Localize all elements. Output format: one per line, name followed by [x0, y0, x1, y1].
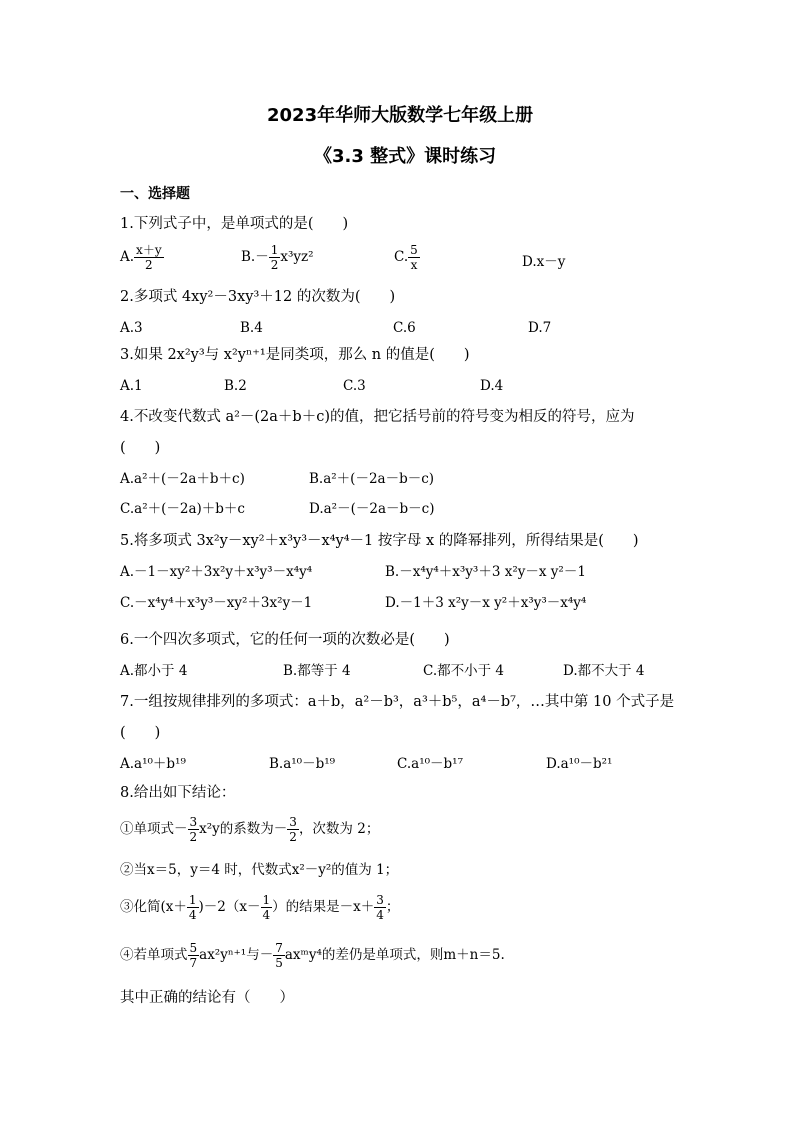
section-heading: 一、选择题	[120, 186, 190, 202]
q6-option-b: B.都等于 4	[283, 663, 351, 679]
q3-option-b: B.2	[224, 378, 247, 394]
q4-option-b: B.a²＋(－2a－b－c)	[309, 471, 435, 487]
question-1-stem: 1.下列式子中，是单项式的是( )	[120, 216, 349, 232]
question-6-stem: 6.一个四次多项式，它的任何一项的次数必是( )	[120, 632, 450, 648]
q6-option-d: D.都不大于 4	[563, 663, 645, 679]
q7-option-d: D.a¹⁰－b²¹	[546, 756, 613, 772]
q7-option-b: B.a¹⁰－b¹⁹	[269, 756, 336, 772]
q8-statement-2: ②当x＝5，y＝4 时，代数式x²－y²的值为 1；	[120, 862, 399, 878]
q2-option-d: D.7	[528, 320, 552, 336]
page-subtitle: 《3.3 整式》课时练习	[314, 146, 497, 167]
q7-answer-paren: ( )	[120, 725, 161, 741]
q1-option-a: A. $\frac{x+y}{2}$	[120, 243, 162, 272]
q5-option-d: D.－1＋3 x²y－x y²＋x³y³－x⁴y⁴	[385, 595, 587, 611]
q8-statement-4: ④若单项式 $\frac{5}{7}$ ax²yⁿ⁺¹与－ $\frac{7}{5}$ axᵐy⁴的差仍是单项式，则m＋n＝5.	[120, 941, 505, 970]
q5-option-c: C.－x⁴y⁴＋x³y³－xy²＋3x²y－1	[120, 595, 313, 611]
q5-option-b: B.－x⁴y⁴＋x³y³＋3 x²y－x y²－1	[385, 564, 586, 580]
q6-option-c: C.都不小于 4	[423, 663, 505, 679]
q3-option-c: C.3	[343, 378, 366, 394]
q8-conclusion: 其中正确的结论有（ ）	[120, 990, 294, 1006]
q2-option-b: B.4	[240, 320, 263, 336]
q8-statement-3: ③化简(x＋ $\frac{1}{4}$ )－2（x－ $\frac{1}{4}$ ）的结果是－x＋ $\frac{3}{4}$ ；	[120, 893, 400, 922]
q3-option-a: A.1	[120, 378, 143, 394]
q7-option-a: A.a¹⁰＋b¹⁹	[120, 756, 186, 772]
question-2-stem: 2.多项式 4xy²－3xy³＋12 的次数为( )	[120, 289, 396, 305]
q1-option-d: D.x－y	[522, 254, 566, 270]
q1-option-c: C. $\frac{5}{x}$	[394, 243, 418, 272]
q4-option-c: C.a²＋(－2a)＋b＋c	[120, 501, 245, 517]
q4-option-d: D.a²－(－2a－b－c)	[309, 501, 435, 517]
q2-option-a: A.3	[120, 320, 143, 336]
q6-option-a: A.都小于 4	[120, 663, 188, 679]
question-7-stem: 7.一组按规律排列的多项式：a＋b，a²－b³，a³＋b⁵，a⁴－b⁷，…其中第 10 个式子是	[120, 694, 675, 710]
question-8-stem: 8.给出如下结论：	[120, 785, 236, 801]
question-4-stem: 4.不改变代数式 a²－(2a＋b＋c)的值，把它括号前的符号变为相反的符号，应为	[120, 409, 635, 425]
question-5-stem: 5.将多项式 3x²y－xy²＋x³y³－x⁴y⁴－1 按字母 x 的降幂排列，所得结果是( )	[120, 533, 639, 549]
q7-option-c: C.a¹⁰－b¹⁷	[397, 756, 463, 772]
question-3-stem: 3.如果 2x²y³与 x²yⁿ⁺¹是同类项，那么 n 的值是( )	[120, 347, 470, 363]
q3-option-d: D.4	[480, 378, 504, 394]
q4-answer-paren: ( )	[120, 440, 161, 456]
q4-option-a: A.a²＋(－2a＋b＋c)	[120, 471, 245, 487]
page-title: 2023年华师大版数学七年级上册	[267, 105, 534, 126]
q2-option-c: C.6	[393, 320, 416, 336]
q8-statement-1: ①单项式－ $\frac{3}{2}$ x²y的系数为－ $\frac{3}{2}$ ，次数为 2；	[120, 815, 380, 844]
q1-option-b: B.－ $\frac{1}{2}$ x³yz²	[241, 243, 314, 272]
q5-option-a: A.－1－xy²＋3x²y＋x³y³－x⁴y⁴	[120, 564, 313, 580]
